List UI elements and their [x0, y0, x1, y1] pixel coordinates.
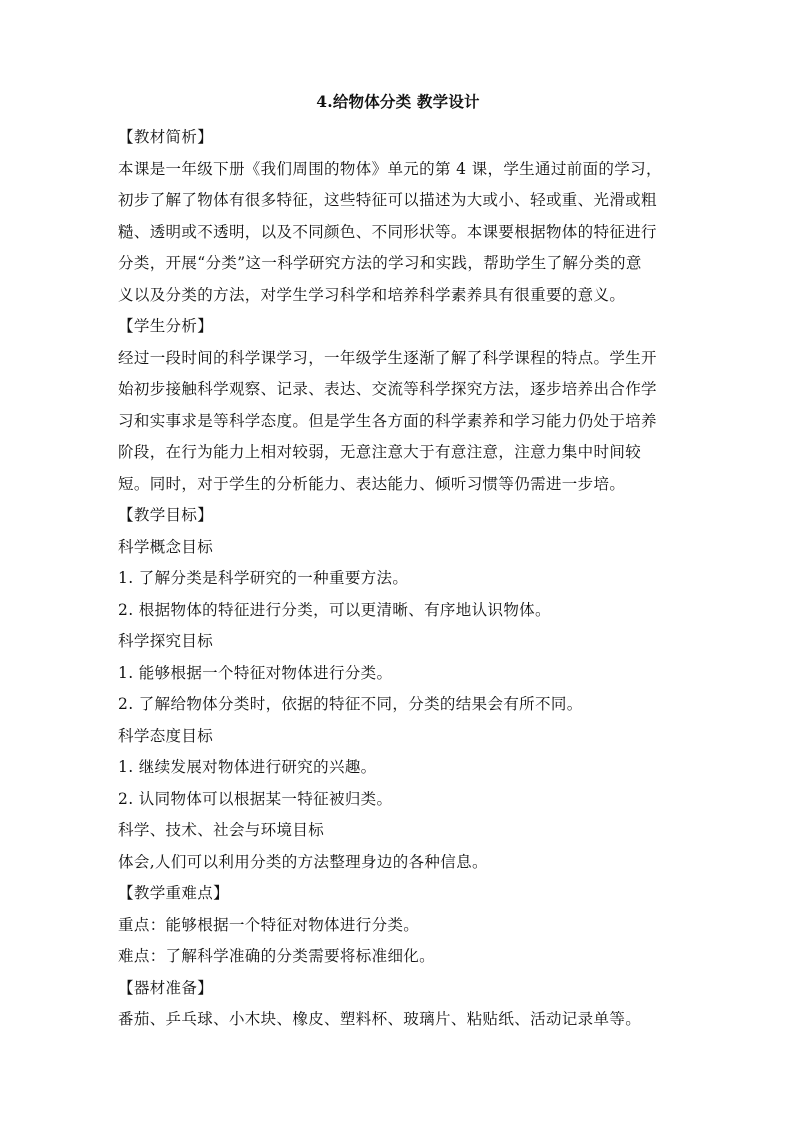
section-heading: 【器材准备】: [118, 978, 214, 997]
document-content: [118, 92, 678, 1036]
section-body: [118, 1004, 678, 1036]
text-line: 习和实事求是等科学态度。但是学生各方面的科学素养和学习能力仍处于培养: [118, 411, 657, 430]
section-heading: 【教材简析】: [118, 128, 214, 146]
text-line: 重点：能够根据一个特征对物体进行分类。: [118, 915, 420, 934]
section-heading: 【教学重难点】: [118, 884, 229, 902]
text-line: 短。同时，对于学生的分析能力、表达能力、倾听习惯等仍需进一步培。: [118, 474, 626, 493]
text-line: 本课是一年级下册《我们周围的物体》单元的第 4 课，学生通过前面的学习，: [118, 159, 662, 178]
section-key-difficult-points: [118, 878, 678, 973]
text-line: 体会,人们可以利用分类的方法整理身边的各种信息。: [118, 852, 488, 871]
text-line: 科学探究目标: [118, 632, 214, 650]
section-body: [118, 910, 678, 973]
text-line: 2. 认同物体可以根据某一特征被归类。: [118, 789, 393, 808]
text-line: 阶段，在行为能力上相对较弱，无意注意大于有意注意，注意力集中时间较: [118, 443, 642, 461]
text-line: 2. 根据物体的特征进行分类，可以更清晰、有序地认识物体。: [118, 600, 551, 619]
text-line: 番茄、乒乓球、小木块、橡皮、塑料杯、玻璃片、粘贴纸、活动记录单等。: [118, 1010, 642, 1028]
section-body: [118, 154, 678, 312]
text-line: 1. 继续发展对物体进行研究的兴趣。: [118, 758, 377, 776]
section-heading: 【学生分析】: [118, 317, 214, 335]
text-line: 科学、技术、社会与环境目标: [118, 821, 325, 839]
section-body: [118, 343, 678, 501]
document-title: 4.给物体分类 教学设计: [316, 92, 480, 111]
text-line: 1. 了解分类是科学研究的一种重要方法。: [118, 569, 409, 587]
text-line: 经过一段时间的科学课学习，一年级学生逐渐了解了科学课程的特点。学生开: [118, 348, 657, 367]
section-textbook-analysis: [118, 122, 678, 311]
text-line: 科学概念目标: [118, 537, 214, 556]
section-equipment: [118, 973, 678, 1036]
section-teaching-goals: [118, 500, 678, 878]
section-body: [118, 532, 678, 879]
text-line: 难点：了解科学准确的分类需要将标准细化。: [118, 947, 436, 965]
text-line: 初步了解了物体有很多特征，这些特征可以描述为大或小、轻或重、光滑或粗: [118, 191, 657, 209]
text-line: 糙、透明或不透明，以及不同颜色、不同形状等。本课要根据物体的特征进行: [118, 222, 657, 241]
text-line: 始初步接触科学观察、记录、表达、交流等科学探究方法，逐步培养出合作学: [118, 380, 657, 398]
section-student-analysis: [118, 311, 678, 500]
text-line: 义以及分类的方法，对学生学习科学和培养科学素养具有很重要的意义。: [118, 285, 626, 304]
text-line: 1. 能够根据一个特征对物体进行分类。: [118, 663, 393, 682]
section-heading: 【教学目标】: [118, 506, 214, 524]
text-line: 科学态度目标: [118, 726, 214, 745]
text-line: 2. 了解给物体分类时，依据的特征不同，分类的结果会有所不同。: [118, 695, 583, 713]
text-line: 分类，开展“分类”这一科学研究方法的学习和实践，帮助学生了解分类的意: [118, 254, 642, 272]
